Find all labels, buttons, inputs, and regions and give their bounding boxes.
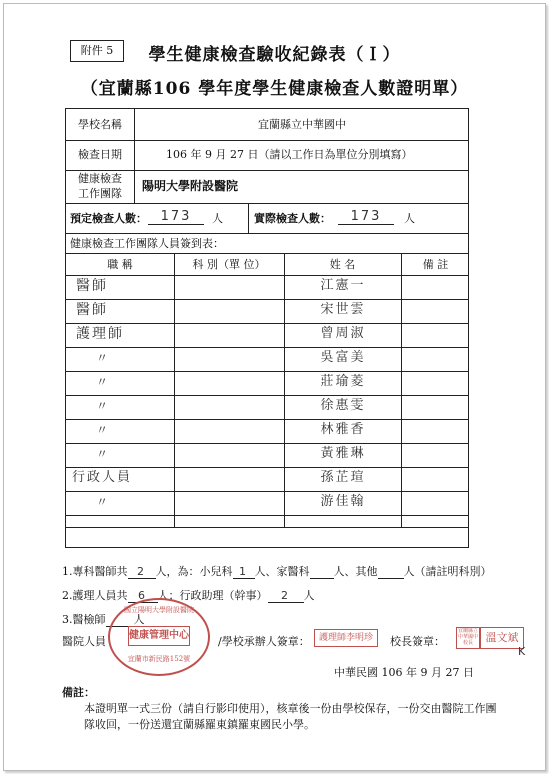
row-7-title: 〃 — [96, 423, 111, 437]
row-2-name: 宋世雲 — [320, 302, 366, 317]
nurses-mid: 人；行政助理（幹事） — [157, 589, 268, 602]
row-4-title: 〃 — [96, 351, 111, 365]
row-divider — [66, 467, 468, 468]
hospital-sign-label: 醫院人員 — [62, 635, 106, 648]
header-name: 姓 名 — [329, 258, 356, 271]
row-divider — [66, 253, 468, 254]
admin-after: 人 — [303, 589, 315, 602]
school-officer-stamp: 護理師李明珍 — [314, 629, 378, 647]
nurses-value: 6 — [128, 589, 158, 603]
actual-count-value: 173 — [338, 210, 394, 225]
signin-caption: 健康檢查工作團隊人員簽到表： — [70, 237, 224, 250]
row-2-title: 醫師 — [76, 302, 108, 318]
row-1-title: 醫師 — [76, 278, 108, 294]
doctors-line — [62, 563, 492, 579]
row-1-name: 江憲一 — [320, 278, 366, 293]
col-divider — [248, 203, 249, 233]
date-line: 中華民國 106 年 9 月 27 日 — [334, 666, 474, 679]
notes-line-2: 隊收回，一份送還宜蘭縣羅東鎮羅東國民小學。 — [84, 718, 315, 731]
row-divider — [66, 515, 468, 516]
row-divider — [66, 443, 468, 444]
examiner-after: 人 — [133, 613, 145, 626]
planned-count-value: 173 — [148, 210, 204, 225]
hospital-stamp — [108, 598, 210, 676]
nurses-prefix: 2.護理人員共 — [62, 589, 128, 602]
row-6-title: 〃 — [96, 399, 111, 413]
row-8-name: 黃雅琳 — [320, 446, 366, 461]
principal-sign-label: 校長簽章： — [390, 635, 445, 648]
school-value: 宜蘭縣立中華國中 — [258, 118, 346, 131]
notes-line-1: 本證明單一式三份（請自行影印使用），核章後一份由學校保存，一份交由醫院工作團 — [84, 702, 497, 715]
row-10-title: 〃 — [96, 495, 111, 509]
doctors-mid: 人，為：小兒科 — [155, 565, 233, 578]
col-divider — [401, 253, 402, 527]
row-divider — [66, 299, 468, 300]
principal-initial: K — [518, 645, 528, 658]
team-label-line2: 工作團隊 — [78, 187, 122, 200]
row-divider — [66, 140, 468, 141]
row-divider — [66, 203, 468, 204]
doctors-prefix: 1.專科醫師共 — [62, 565, 128, 578]
hospital-stamp-address: 宜蘭市新民路152號 — [127, 655, 191, 663]
header-department: 科 別（單 位） — [192, 258, 266, 271]
actual-count-label: 實際檢查人數： — [254, 212, 331, 225]
row-6-name: 徐惠雯 — [320, 398, 366, 413]
team-value: 陽明大學附設醫院 — [142, 179, 239, 193]
exam-date-label: 檢查日期 — [78, 148, 122, 161]
header-remarks: 備 註 — [422, 258, 449, 271]
row-9-title: 行政人員 — [72, 470, 133, 485]
row-3-name: 曾周淑 — [320, 326, 366, 341]
row-8-title: 〃 — [96, 447, 111, 461]
doctors-value: 2 — [128, 565, 156, 579]
nurses-line — [62, 587, 315, 603]
notes-label: 備註： — [62, 686, 95, 699]
examiner-label: 3.醫檢師 — [62, 613, 106, 626]
school-label: 學校名稱 — [78, 118, 122, 131]
principal-name-stamp: 溫文斌 — [480, 627, 524, 649]
actual-count-unit: 人 — [404, 212, 415, 225]
team-label-line1: 健康檢查 — [78, 172, 122, 185]
row-10-name: 游佳翰 — [320, 494, 366, 509]
other-after: 人（請註明科別） — [403, 565, 492, 578]
row-divider — [66, 527, 468, 528]
admin-value: 2 — [268, 589, 304, 603]
hospital-stamp-main: 健康管理中心 — [128, 626, 190, 646]
row-divider — [66, 419, 468, 420]
row-divider — [66, 323, 468, 324]
row-divider — [66, 395, 468, 396]
planned-count-unit: 人 — [212, 212, 223, 225]
principal-title-stamp: 宜蘭縣立中華國中校長 — [456, 627, 480, 649]
planned-count-label: 預定檢查人數： — [70, 212, 147, 225]
exam-date-value: 106 年 9 月 27 日（請以工作日為單位分別填寫） — [166, 148, 413, 161]
row-divider — [66, 491, 468, 492]
document-subtitle: （宜蘭縣106 學年度學生健康檢查人數證明單） — [80, 79, 469, 99]
row-divider — [66, 371, 468, 372]
row-3-title: 護理師 — [76, 326, 124, 342]
row-4-name: 吳富美 — [320, 350, 366, 365]
attachment-label: 附件 5 — [70, 40, 124, 62]
col-divider — [284, 253, 285, 527]
col-divider — [174, 253, 175, 527]
row-divider — [66, 275, 468, 276]
form-table — [65, 108, 469, 548]
row-7-name: 林雅香 — [320, 422, 366, 437]
school-sign-label: /學校承辦人簽章： — [218, 635, 310, 648]
row-5-name: 莊瑜菱 — [320, 374, 366, 389]
peds-value: 1 — [233, 565, 255, 579]
document-title: 學生健康檢查驗收紀錄表（Ｉ） — [148, 45, 401, 65]
header-title: 職 稱 — [107, 258, 133, 271]
family-after: 人、其他 — [333, 565, 378, 578]
row-divider — [66, 170, 468, 171]
row-divider — [66, 347, 468, 348]
row-divider — [66, 233, 468, 234]
row-5-title: 〃 — [96, 375, 111, 389]
peds-after: 人、家醫科 — [254, 565, 310, 578]
row-9-name: 孫芷瑄 — [320, 470, 366, 485]
hospital-stamp-ring: 國立陽明大學附設醫院 — [124, 606, 194, 614]
